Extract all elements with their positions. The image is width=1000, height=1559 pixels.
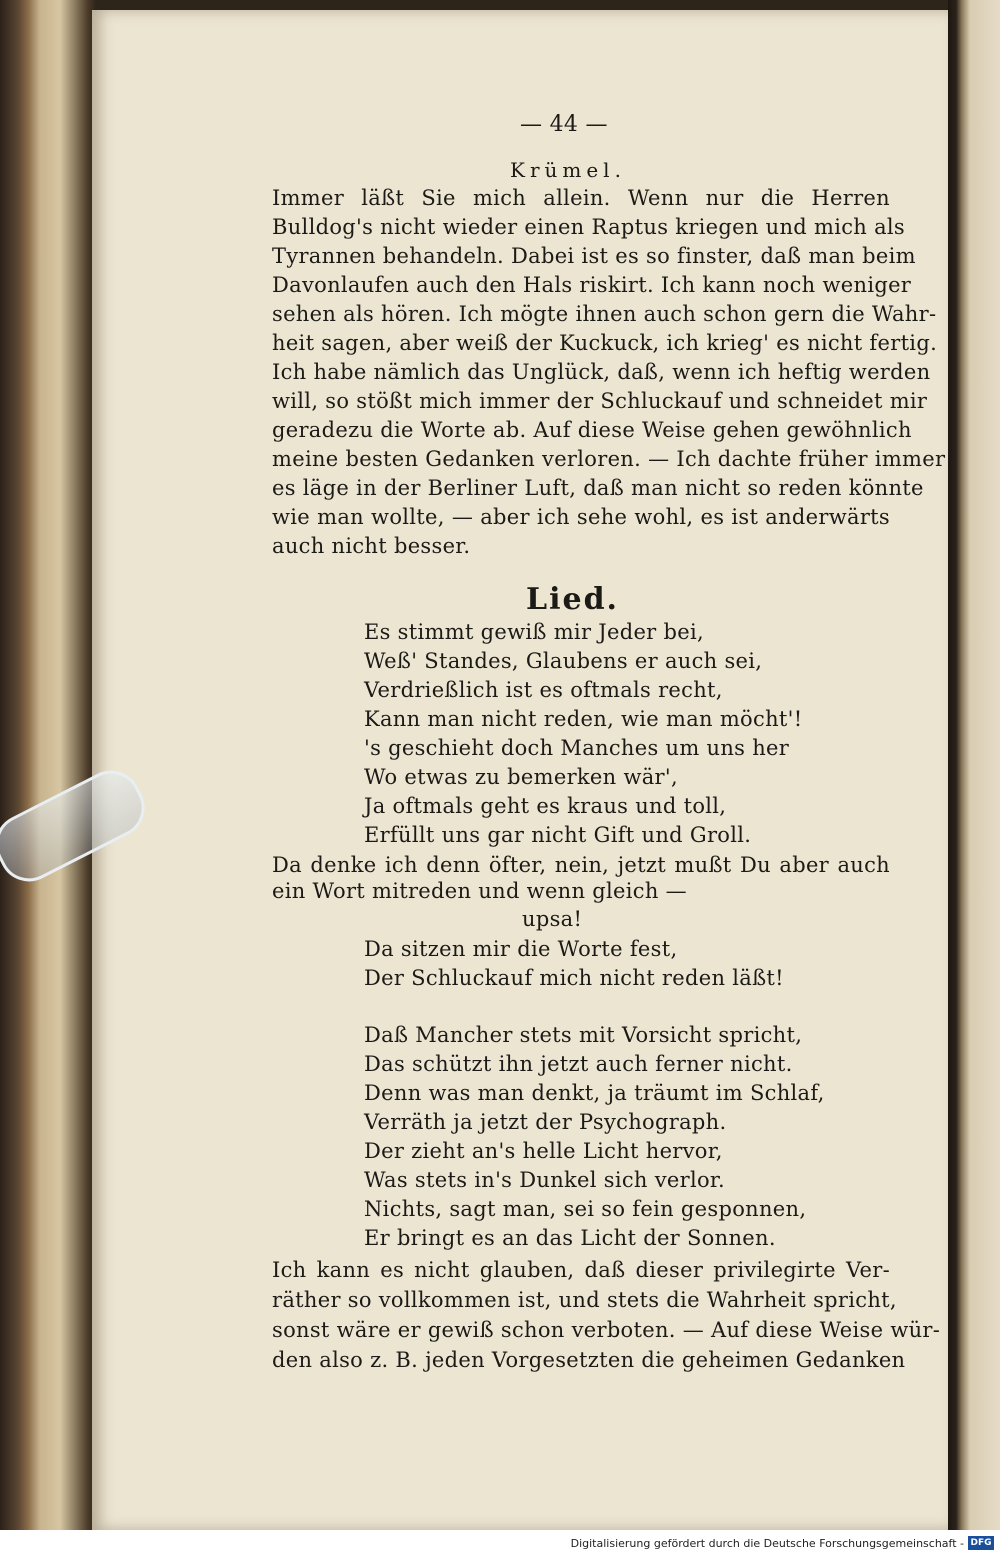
prose-line: heit sagen, aber weiß der Kuckuck, ich krieg' es nicht fertig. <box>272 331 938 355</box>
verse-line: Es stimmt gewiß mir Jeder bei, <box>364 620 704 644</box>
verse-line: Er bringt es an das Licht der Sonnen. <box>364 1226 776 1250</box>
prose-line: meine besten Gedanken verloren. — Ich dachte früher immer <box>272 447 946 471</box>
verse-line: Das schützt ihn jetzt auch ferner nicht. <box>364 1052 793 1076</box>
verse-line: Der Schluckauf mich nicht reden läßt! <box>364 966 784 990</box>
prose-line: geradezu die Worte ab. Auf diese Weise gehen gewöhnlich <box>272 418 912 442</box>
prose-line: auch nicht besser. <box>272 534 471 558</box>
prose-line: will, so stößt mich immer der Schluckauf und schneidet mir <box>272 389 928 413</box>
verse-line: Verräth ja jetzt der Psychograph. <box>364 1110 727 1134</box>
funding-credit: Digitalisierung gefördert durch die Deutsche Forschungsgemeinschaft - <box>570 1537 964 1550</box>
verse-line: Verdrießlich ist es oftmals recht, <box>364 678 723 702</box>
verse-line: Nichts, sagt man, sei so fein gesponnen, <box>364 1197 807 1221</box>
dfg-logo: DFG <box>968 1536 994 1550</box>
prose-line: Da denke ich denn öfter, nein, jetzt mußt Du aber auch <box>272 853 890 877</box>
prose-line: Tyrannen behandeln. Dabei ist es so finster, daß man beim <box>272 244 916 268</box>
verse-line: Wo etwas zu bemerken wär', <box>364 765 678 789</box>
verse-line: Daß Mancher stets mit Vorsicht spricht, <box>364 1023 803 1047</box>
verse-line: Was stets in's Dunkel sich verlor. <box>364 1168 725 1192</box>
prose-line: sehen als hören. Ich mögte ihnen auch schon gern die Wahr- <box>272 302 937 326</box>
prose-line: ein Wort mitreden und wenn gleich — <box>272 879 687 903</box>
verse-line: Kann man nicht reden, wie man möcht'! <box>364 707 803 731</box>
facing-page-edge <box>948 0 1000 1530</box>
exclamation: upsa! <box>522 907 583 931</box>
page-number: — 44 — <box>520 112 608 137</box>
song-title: Lied. <box>526 582 619 617</box>
verse-line: Weß' Standes, Glaubens er auch sei, <box>364 649 763 673</box>
prose-line: sonst wäre er gewiß schon verboten. — Auf diese Weise wür- <box>272 1318 941 1342</box>
prose-line: es läge in der Berliner Luft, daß man nicht so reden könnte <box>272 476 924 500</box>
verse-line: 's geschieht doch Manches um uns her <box>364 736 790 760</box>
verse-line: Der zieht an's helle Licht hervor, <box>364 1139 723 1163</box>
verse-line: Erfüllt uns gar nicht Gift und Groll. <box>364 823 752 847</box>
prose-line: wie man wollte, — aber ich sehe wohl, es ist anderwärts <box>272 505 890 529</box>
speaker-name: Krümel. <box>510 158 626 182</box>
prose-line: räther so vollkommen ist, und stets die Wahrheit spricht, <box>272 1288 897 1312</box>
prose-line: Ich habe nämlich das Unglück, daß, wenn ich heftig werden <box>272 360 931 384</box>
verse-line: Denn was man denkt, ja träumt im Schlaf, <box>364 1081 825 1105</box>
prose-line: Immer läßt Sie mich allein. Wenn nur die Herren <box>272 186 890 210</box>
verse-line: Ja oftmals geht es kraus und toll, <box>364 794 727 818</box>
prose-line: Davonlaufen auch den Hals riskirt. Ich kann noch weniger <box>272 273 912 297</box>
prose-line: Ich kann es nicht glauben, daß dieser privilegirte Ver- <box>272 1258 890 1282</box>
prose-line: Bulldog's nicht wieder einen Raptus kriegen und mich als <box>272 215 906 239</box>
prose-line: den also z. B. jeden Vorgesetzten die geheimen Gedanken <box>272 1348 906 1372</box>
verse-line: Da sitzen mir die Worte fest, <box>364 937 678 961</box>
